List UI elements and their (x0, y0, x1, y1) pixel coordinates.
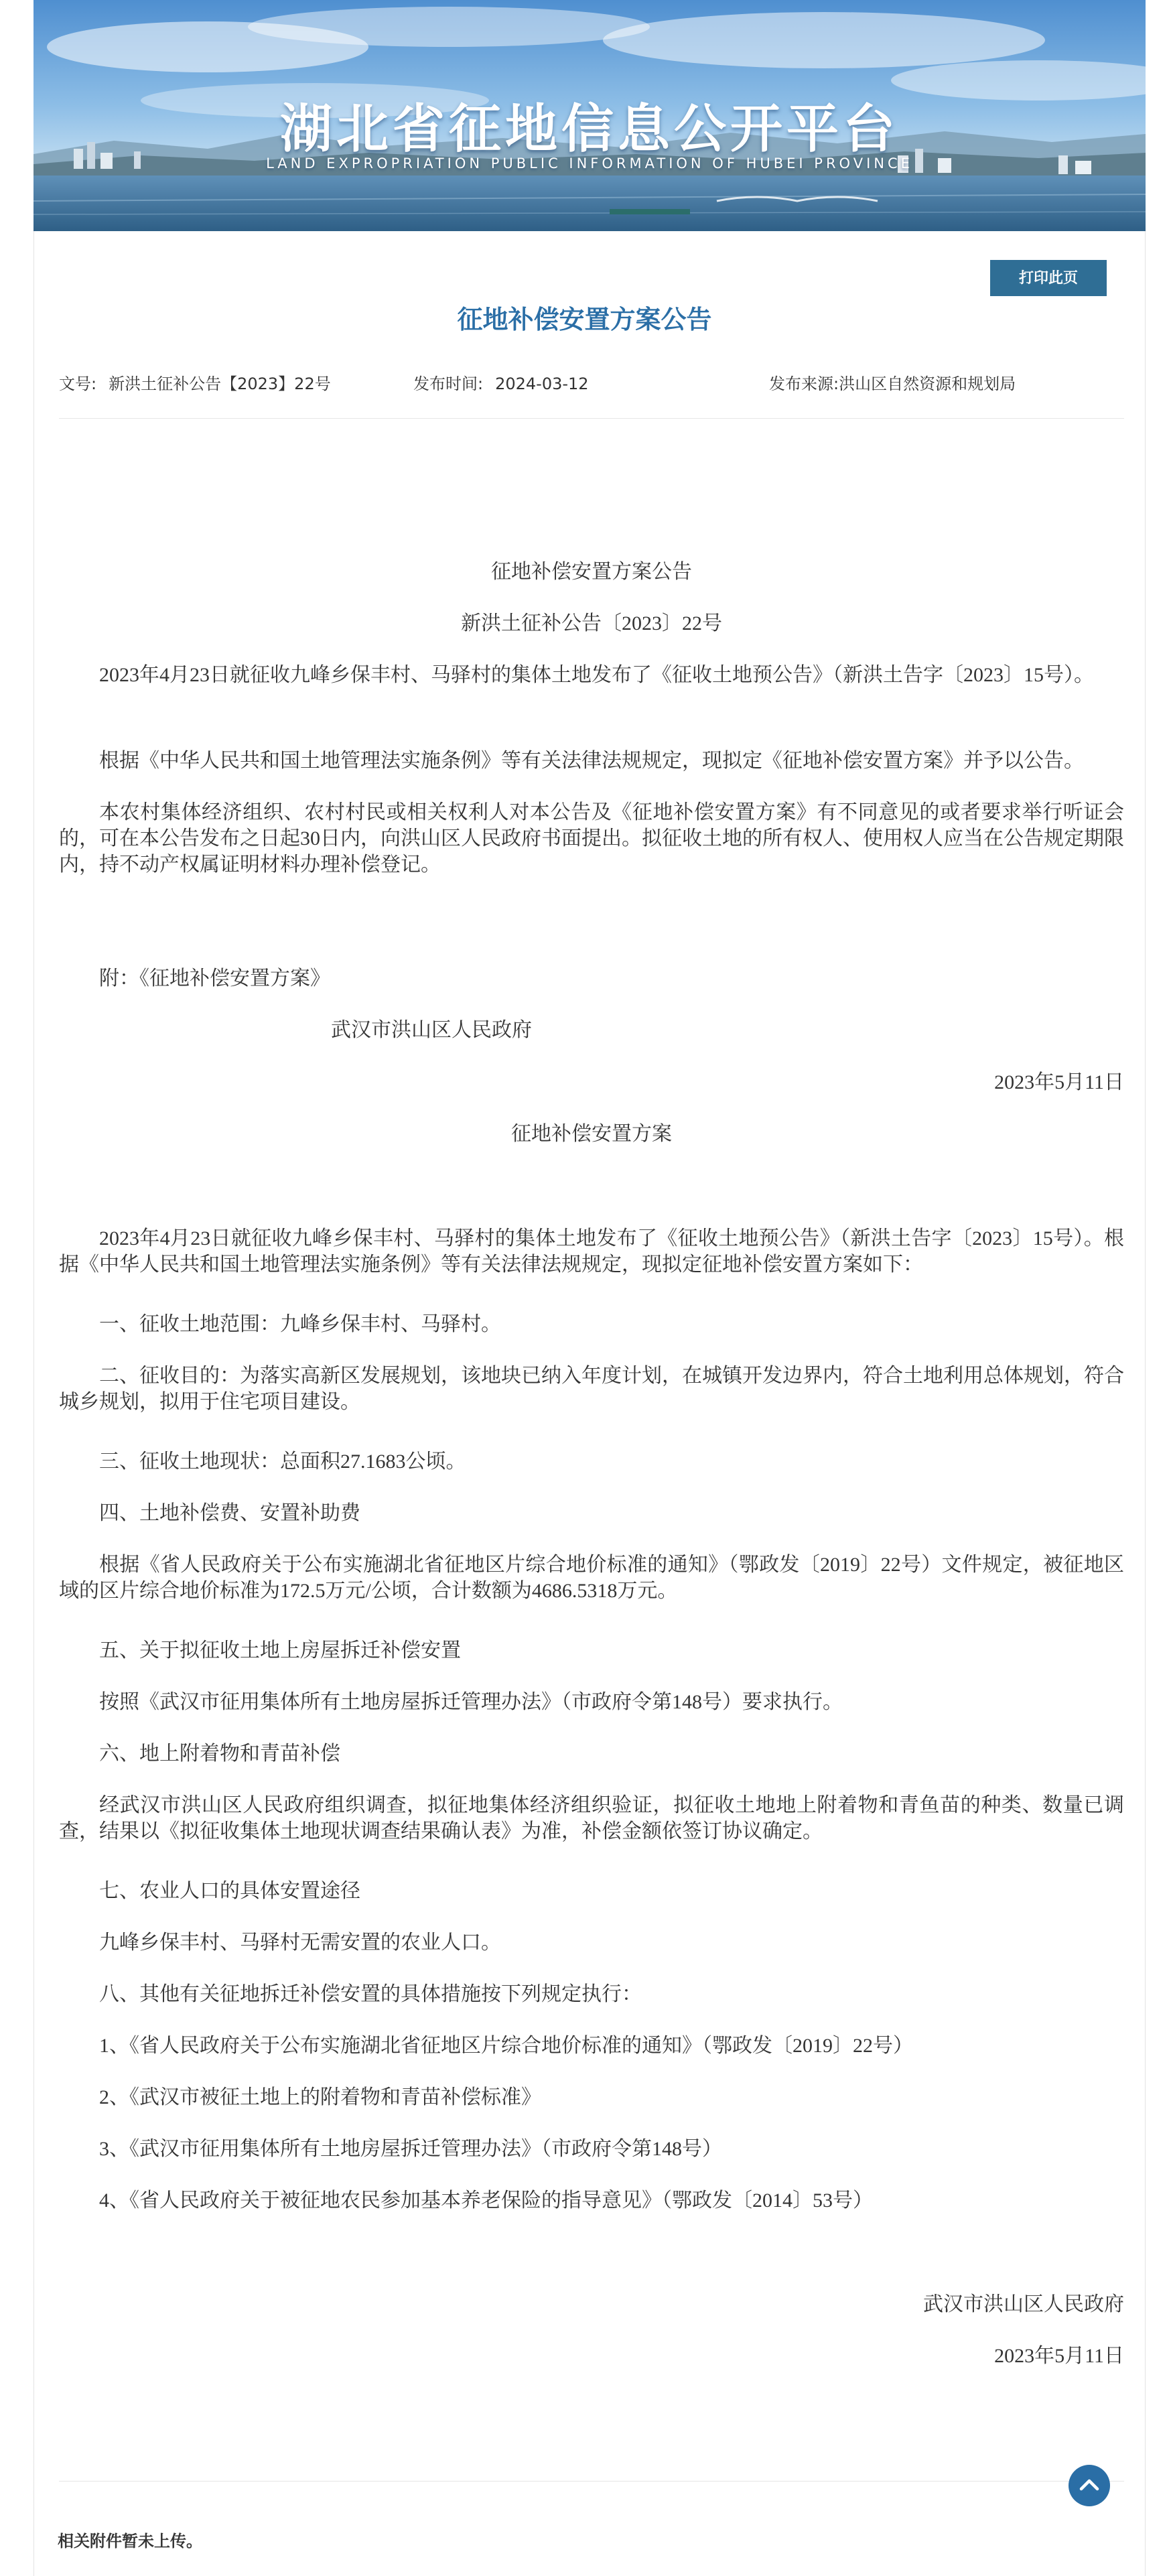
publish-date-value: 2024-03-12 (495, 375, 589, 393)
section-land-status: 三、征收土地现状：总面积27.1683公顷。 (99, 1450, 466, 1473)
doc-number-label: 文号: (59, 375, 97, 393)
doc-number-value: 新洪土征补公告【2023】22号 (109, 375, 331, 393)
header-divider (59, 418, 1124, 419)
sign-date-first: 2023年5月11日 (994, 1071, 1124, 1093)
plan-heading: 征地补偿安置方案 (511, 1123, 672, 1145)
paragraph-objection-rights: 本农村集体经济组织、农村村民或相关权利人对本公告及《征地补偿安置方案》有不同意见的或者要求举行听证会的，可在本公告发布之日起30日内，向洪山区人民政府书面提出。拟征收土地的所有权人、使用权人应当在公告规定期限内，持不动产权属证明材料办理补偿登记。 (59, 801, 1124, 876)
publish-source-value: 洪山区自然资源和规划局 (839, 375, 1016, 393)
section-attachments-body: 经武汉市洪山区人民政府组织调查，拟征地集体经济组织验证，拟征收土地地上附着物和青鱼苗的种类、数量已调查，结果以《拟征收集体土地现状调查结果确认表》为准，补偿金额依签订协议确定。 (59, 1794, 1124, 1842)
doc-number-meta (59, 370, 331, 394)
signer-second: 武汉市洪山区人民政府 (923, 2293, 1124, 2315)
site-banner (33, 0, 1146, 231)
footer-divider (59, 2481, 1124, 2482)
article-doc-number: 新洪土征补公告〔2023〕22号 (461, 612, 722, 634)
regulation-list-item: 1、《省人民政府关于公布实施湖北省征地区片综合地价标准的通知》（鄂政发〔2019〕22号） (99, 2035, 913, 2057)
section-housing-heading: 五、关于拟征收土地上房屋拆迁补偿安置 (99, 1639, 461, 1662)
section-compensation-heading: 四、土地补偿费、安置补助费 (99, 1502, 360, 1524)
print-page-button[interactable]: 打印此页 (990, 260, 1107, 296)
attachment-line: 附：《征地补偿安置方案》 (99, 967, 330, 990)
regulation-list-item: 2、《武汉市被征土地上的附着物和青苗补偿标准》 (99, 2086, 541, 2108)
section-compensation-body: 根据《省人民政府关于公布实施湖北省征地区片综合地价标准的通知》（鄂政发〔2019〕22号）文件规定，被征地区域的区片综合地价标准为172.5万元/公顷，合计数额为4686.5318万元。 (59, 1554, 1124, 1602)
chevron-up-icon (1069, 2465, 1110, 2506)
back-to-top-button[interactable] (1069, 2465, 1110, 2506)
publish-date-label: 发布时间: (413, 375, 484, 393)
section-resettlement-heading: 七、农业人口的具体安置途径 (99, 1880, 360, 1902)
section-other-measures-heading: 八、其他有关征地拆迁补偿安置的具体措施按下列规定执行： (99, 1983, 642, 2005)
section-housing-body: 按照《武汉市征用集体所有土地房屋拆迁管理办法》（市政府令第148号）要求执行。 (99, 1691, 843, 1713)
section-land-scope: 一、征收土地范围：九峰乡保丰村、马驿村。 (99, 1313, 501, 1335)
attachment-note: 相关附件暂未上传。 (58, 2532, 202, 2551)
banner-subtitle: LAND EXPROPRIATION PUBLIC INFORMATION OF HUBEI PROVINCE (266, 155, 913, 172)
regulation-list-item: 4、《省人民政府关于被征地农民参加基本养老保险的指导意见》（鄂政发〔2014〕53号） (99, 2189, 873, 2212)
plan-intro: 2023年4月23日就征收九峰乡保丰村、马驿村的集体土地发布了《征收土地预公告》（新洪土告字〔2023〕15号）。根据《中华人民共和国土地管理法实施条例》等有关法律法规规定，现拟定征地补偿安置方案如下： (59, 1227, 1124, 1276)
section-attachments-heading: 六、地上附着物和青苗补偿 (99, 1743, 340, 1765)
paragraph-legal-basis: 根据《中华人民共和国土地管理法实施条例》等有关法律法规规定，现拟定《征地补偿安置方案》并予以公告。 (99, 750, 1084, 772)
signer-first: 武汉市洪山区人民政府 (331, 1019, 532, 1041)
regulation-list-item: 3、《武汉市征用集体所有土地房屋拆迁管理办法》（市政府令第148号） (99, 2138, 722, 2160)
sign-date-second: 2023年5月11日 (994, 2345, 1124, 2367)
publish-date-meta (413, 370, 589, 394)
page-title: 征地补偿安置方案公告 (457, 305, 712, 334)
section-purpose: 二、征收目的：为落实高新区发展规划，该地块已纳入年度计划，在城镇开发边界内，符合土地利用总体规划，符合城乡规划，拟用于住宅项目建设。 (59, 1365, 1124, 1413)
publish-source-label: 发布来源: (769, 375, 839, 393)
article-heading: 征地补偿安置方案公告 (491, 561, 692, 583)
paragraph-prior-notice: 2023年4月23日就征收九峰乡保丰村、马驿村的集体土地发布了《征收土地预公告》（新洪土告字〔2023〕15号）。 (99, 664, 1094, 686)
publish-source-meta (769, 370, 1016, 394)
banner-title: 湖北省征地信息公开平台 (279, 99, 899, 159)
section-resettlement-body: 九峰乡保丰村、马驿村无需安置的农业人口。 (99, 1931, 501, 1954)
